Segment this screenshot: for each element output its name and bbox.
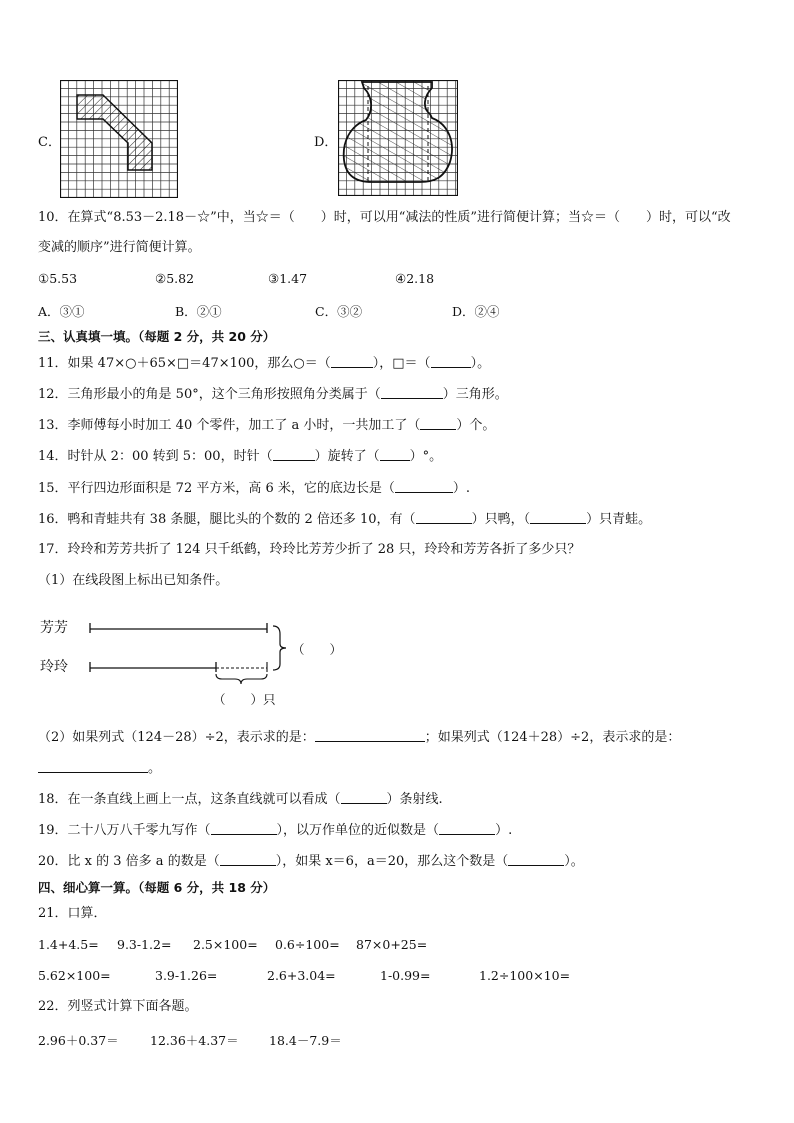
option-c-grid-figure: [60, 80, 178, 198]
q21-row1-item2: 9.3-1.2=: [117, 937, 172, 952]
q20-line: [38, 853, 584, 870]
q10-answer-b: B．②①: [175, 304, 222, 319]
q20-text-before: 20．比 x 的 3 倍多 a 的数是（: [38, 854, 220, 869]
q13-text-after: ）个。: [456, 418, 496, 433]
q10-choice-4: ④2.18: [395, 271, 435, 286]
q21-row1-item1: 1.4+4.5=: [38, 937, 99, 952]
q10-text-line2: 变减的顺序”进行简便计算。: [38, 240, 201, 255]
q21-row2-item2: 3.9-1.26=: [155, 968, 218, 983]
option-d-grid-figure: [338, 80, 458, 196]
q15-text-before: 15．平行四边形面积是 72 平方米，高 6 米，它的底边长是（: [38, 481, 395, 496]
q10-answer-a: A．③①: [38, 304, 85, 319]
q21-row2-item4: 1-0.99=: [380, 968, 431, 983]
q12-text-before: 12．三角形最小的角是 50°，这个三角形按照角分类属于（: [38, 387, 381, 402]
q14-blank-1: [273, 448, 315, 461]
q10-choice-3: ③1.47: [268, 271, 308, 286]
q21-row2-item5: 1.2÷100×10=: [479, 968, 571, 983]
q22-item3: 18.4－7.9＝: [269, 1033, 342, 1048]
q19-text-mid: ），以万作单位的近似数是（: [276, 823, 440, 838]
q16-blank-1: [416, 511, 472, 524]
q11-text-before: 11．如果 47×○＋65×□＝47×100，那么○＝（: [38, 356, 331, 371]
q11-text-after: ）。: [470, 356, 491, 371]
q14-text-mid: ）旋转了（: [314, 449, 380, 464]
option-d-label: D．: [314, 135, 338, 150]
q22-item1: 2.96＋0.37＝: [38, 1033, 119, 1048]
q21-row2-item1: 5.62×100=: [38, 968, 111, 983]
q15-line: [38, 480, 470, 497]
q11-text-mid: ），□＝（: [372, 356, 431, 371]
brace-right-label: （ ）: [292, 642, 343, 657]
q11-line: [38, 355, 490, 372]
q17-sub2-blank-1: [315, 729, 425, 742]
q13-text-before: 13．李师傅每小时加工 40 个零件，加工了 a 小时，一共加工了（: [38, 418, 421, 433]
q10-text-line1: 10．在算式“8.53－2.18－☆”中，当☆＝（ ）时，可以用“减法的性质”进行简便计算；当☆＝（ ）时，可以“改: [38, 210, 731, 225]
q10-choice-2: ②5.82: [155, 271, 195, 286]
option-c-label: C．: [38, 135, 61, 150]
q16-line: [38, 511, 651, 528]
q18-text-before: 18．在一条直线上画上一点，这条直线就可以看成（: [38, 792, 341, 807]
q20-text-mid: ），如果 x＝6，a＝20，那么这个数是（: [275, 854, 509, 869]
q18-line: [38, 791, 443, 808]
q12-blank: [381, 386, 443, 399]
q17-sub2-line: [38, 729, 680, 746]
q21-title: 21．口算．: [38, 906, 107, 921]
q20-text-after: ）。: [564, 854, 584, 869]
q12-text-after: ）三角形。: [442, 387, 508, 402]
section4-heading: 四、细心算一算。（每题 6 分，共 18 分）: [38, 880, 276, 895]
q19-blank-2: [439, 822, 495, 835]
q17-sub2-blank-2: [38, 760, 148, 773]
q17-sub1: （1）在线段图上标出已知条件。: [38, 573, 229, 588]
segment-diagram: [80, 612, 320, 692]
q18-blank: [341, 791, 387, 804]
q16-text-before: 16．鸭和青蛙共有 38 条腿，腿比头的个数的 2 倍还多 10，有（: [38, 512, 416, 527]
q14-blank-2: [380, 448, 410, 461]
q12-line: [38, 386, 508, 403]
q22-title: 22．列竖式计算下面各题。: [38, 999, 198, 1014]
brace-bottom-label: （ ）只: [213, 692, 276, 707]
q20-blank-2: [508, 853, 564, 866]
q19-text-before: 19．二十八万八千零九写作（: [38, 823, 211, 838]
q22-item2: 12.36＋4.37＝: [150, 1033, 239, 1048]
q14-text-after: ）°。: [409, 449, 443, 464]
q21-row1-item4: 0.6÷100=: [275, 937, 340, 952]
q16-blank-2: [530, 511, 586, 524]
q17-sub2-b: ；如果列式（124＋28）÷2，表示求的是：: [424, 730, 681, 745]
q18-text-after: ）条射线.: [386, 792, 443, 807]
q10-choice-1: ①5.53: [38, 271, 78, 286]
q10-answer-d: D．②④: [452, 304, 500, 319]
q16-text-after: ）只青蛙。: [586, 512, 652, 527]
q14-line: [38, 448, 442, 465]
q10-answer-c: C．③②: [315, 304, 363, 319]
q17-sub2-a: （2）如果列式（124－28）÷2，表示求的是：: [38, 730, 315, 745]
label-fangfang: 芳芳: [40, 620, 68, 636]
q13-line: [38, 417, 495, 434]
q19-line: [38, 822, 512, 839]
q15-blank: [395, 480, 453, 493]
q19-blank-1: [211, 822, 277, 835]
q21-row2-item3: 2.6+3.04=: [267, 968, 336, 983]
q11-blank-2: [431, 355, 471, 368]
q21-row1-item5: 87×0+25=: [356, 937, 428, 952]
q17-text: 17．玲玲和芳芳共折了 124 只千纸鹤，玲玲比芳芳少折了 28 只，玲玲和芳芳各折了多少只？: [38, 542, 581, 557]
label-lingling: 玲玲: [40, 659, 68, 675]
q17-sub2-line2: [38, 760, 161, 777]
q20-blank-1: [220, 853, 276, 866]
q19-text-after: ）.: [495, 823, 513, 838]
q11-blank-1: [331, 355, 373, 368]
q13-blank: [420, 417, 456, 430]
q14-text-before: 14．时针从 2：00 转到 5：00，时针（: [38, 449, 273, 464]
section3-heading: 三、认真填一填。（每题 2 分，共 20 分）: [38, 329, 276, 344]
q16-text-mid: ）只鸭，（: [471, 512, 531, 527]
q21-row1-item3: 2.5×100=: [193, 937, 258, 952]
q15-text-after: ）.: [452, 481, 471, 496]
q17-sub2-end: 。: [148, 761, 162, 776]
